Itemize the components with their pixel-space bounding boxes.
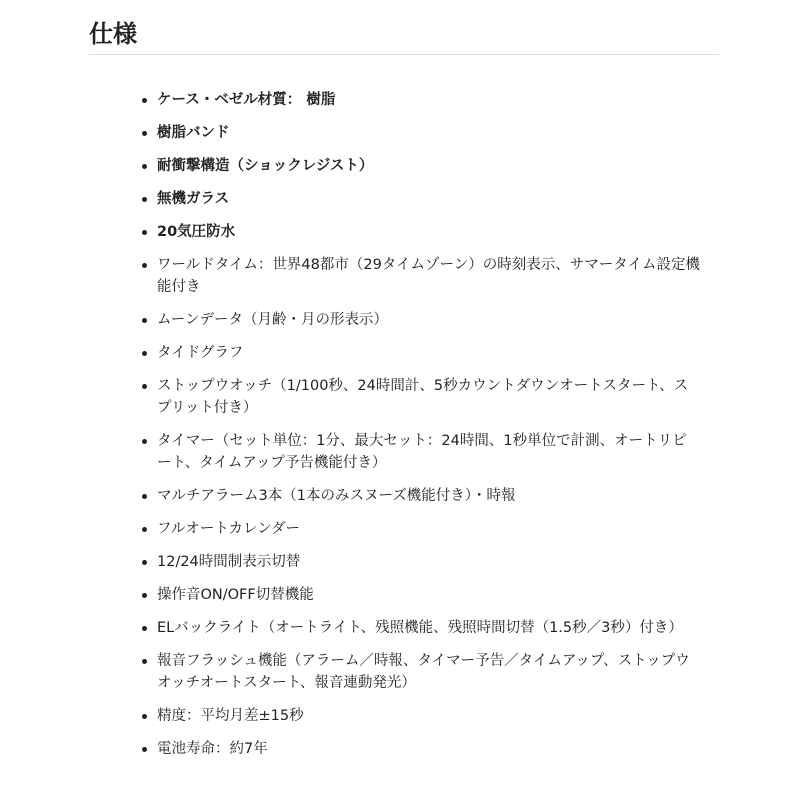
list-item (140, 188, 700, 210)
list-item (140, 650, 700, 694)
bullet-icon (142, 439, 147, 444)
spec-text: ケース・ベゼル材質： 樹脂 (157, 92, 336, 108)
list-item (140, 375, 700, 419)
bullet-icon (142, 263, 147, 268)
list-item (140, 551, 700, 573)
spec-text: 報音フラッシュ機能（アラーム／時報、タイマー予告／タイムアップ、ストップウオッチオートスタート、報音連動発光） (157, 653, 690, 691)
spec-text: 電池寿命：約7年 (157, 741, 268, 757)
spec-text: 無機ガラス (157, 191, 230, 207)
bullet-icon (142, 714, 147, 719)
list-item (140, 485, 700, 507)
list-item (140, 155, 700, 177)
spec-text: ELバックライト（オートライト、残照機能、残照時間切替（1.5秒／3秒）付き） (157, 620, 683, 636)
list-item (140, 342, 700, 364)
bullet-icon (142, 351, 147, 356)
bullet-icon (142, 384, 147, 389)
bullet-icon (142, 747, 147, 752)
spec-text: ムーンデータ（月齢・月の形表示） (157, 312, 388, 328)
list-item (140, 705, 700, 727)
page-title: 仕様 (89, 20, 137, 48)
bullet-icon (142, 318, 147, 323)
bullet-icon (142, 164, 147, 169)
spec-text: 精度：平均月差±15秒 (157, 708, 304, 724)
spec-list (140, 89, 700, 771)
list-item (140, 518, 700, 540)
list-item (140, 430, 700, 474)
bullet-icon (142, 560, 147, 565)
spec-text: タイドグラフ (157, 345, 244, 361)
bullet-icon (142, 626, 147, 631)
list-item (140, 617, 700, 639)
spec-text: 耐衝撃構造（ショックレジスト） (157, 158, 374, 174)
bullet-icon (142, 659, 147, 664)
bullet-icon (142, 230, 147, 235)
spec-text: マルチアラーム3本（1本のみスヌーズ機能付き）・時報 (157, 488, 516, 504)
spec-text: タイマー（セット単位：1分、最大セット：24時間、1秒単位で計測、オートリピート、タイムアップ予告機能付き） (157, 433, 687, 471)
spec-text: 12/24時間制表示切替 (157, 554, 301, 570)
bullet-icon (142, 98, 147, 103)
list-item (140, 738, 700, 760)
spec-text: 操作音ON/OFF切替機能 (157, 587, 314, 603)
list-item (140, 122, 700, 144)
list-item (140, 89, 700, 111)
list-item (140, 309, 700, 331)
spec-text: フルオートカレンダー (157, 521, 301, 537)
spec-text: 20気圧防水 (157, 224, 236, 240)
bullet-icon (142, 197, 147, 202)
spec-text: ワールドタイム：世界48都市（29タイムゾーン）の時刻表示、サマータイム設定機能付き (157, 257, 700, 295)
spec-text: 樹脂バンド (157, 125, 230, 141)
bullet-icon (142, 131, 147, 136)
title-divider (89, 54, 719, 55)
spec-text: ストップウオッチ（1/100秒、24時間計、5秒カウントダウンオートスタート、スプリット付き） (157, 378, 689, 416)
bullet-icon (142, 593, 147, 598)
bullet-icon (142, 494, 147, 499)
bullet-icon (142, 527, 147, 532)
list-item (140, 254, 700, 298)
list-item (140, 584, 700, 606)
list-item (140, 221, 700, 243)
